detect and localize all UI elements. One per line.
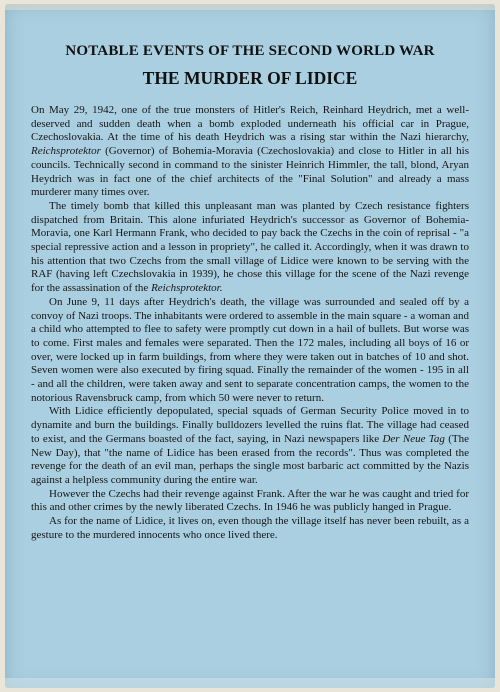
paragraph-1-text-a: On May 29, 1942, one of the true monsters of Hitler's Reich, Reinhard Heydrich, met a well-deserved and sudden death when a bomb exploded underneath his official car in Prague, Czechoslovakia. At the time of his death Heydrich was a rising star within the Nazi hierarchy, <box>31 104 469 144</box>
paragraph-4-text-a: With Lidice efficiently depopulated, special squads of German Security Police moved in to dynamite and burn the buildings. Finally bulldozers levelled the ruins flat. The village had ceased to exist, and the Germans boasted of the fact, saying, in Nazi newspapers like <box>31 405 469 445</box>
paragraph-2-italic: Reichsprotektor. <box>151 282 223 295</box>
article-body <box>31 104 469 543</box>
paragraph-2-text-a: The timely bomb that killed this unpleasant man was planted by Czech resistance fighters dispatched from Britain. This alone infuriated Heydrich's successor as Governor of Bohemia-Moravia, one Karl Hermann Frank, who decided to pay back the Czechs in the coin of reprisal - "a special repressive action and a lesson in propriety", he called it. Accordingly, when it was drawn to his attention that two Czechs from the small village of Lidice were known to be serving with the RAF (having left Czechslovakia in 1939), he chose this village for the scene of the Nazi revenge for the assassination of the <box>31 199 469 295</box>
paragraph-4 <box>31 405 469 487</box>
paragraph-1-italic: Reichsprotektor <box>31 145 101 158</box>
paragraph-1-text-b: (Governor) of Bohemia-Moravia (Czechoslovakia) and close to Hitler in all his councils. Technically second in command to the sinister Heinrich Himmler, the tall, blond, Aryan Heydrich was in fact one of the chief architects of the "Final Solution" and already a mass murderer many times over. <box>31 145 469 199</box>
paragraph-6-text-a: As for the name of Lidice, it lives on, even though the village itself has never been rebuilt, as a gesture to the murdered innocents who once lived there. <box>31 515 469 541</box>
paragraph-6 <box>31 515 469 542</box>
paragraph-5 <box>31 488 469 515</box>
paragraph-4-text-b: (The New Day), that "the name of Lidice has been erased from the records". Thus was completed the revenge for the death of an evil man, perhaps the single most barbaric act committed by the Nazis against a helpless community during the entire war. <box>31 432 469 486</box>
paragraph-2 <box>31 200 469 296</box>
paragraph-1 <box>31 104 469 200</box>
paragraph-3 <box>31 296 469 406</box>
page-wear-top <box>5 4 495 10</box>
article-title: THE MURDER OF LIDICE <box>142 68 358 88</box>
page-card <box>5 4 495 688</box>
paragraph-4-italic: Der Neue Tag <box>382 432 445 445</box>
page-wear-bottom <box>5 678 495 688</box>
series-title: NOTABLE EVENTS OF THE SECOND WORLD WAR <box>65 43 435 59</box>
paragraph-3-text-a: On June 9, 11 days after Heydrich's death, the village was surrounded and sealed off by a convoy of Nazi troops. The inhabitants were ordered to assemble in the main square - a woman and a child who attempted to flee to safety were promptly cut down in a hail of bullets. But worse was to come. First males and females were separated. Then the 172 males, including all boys of 16 or over, were locked up in farm buildings, from where they were taken out in batches of 10 and shot. Seven women were also executed by firing squad. Finally the remainder of the women - 195 in all - and all the children, were taken away and sent to separate concentration camps, the women to the notorious Ravensbruck camp, from which 50 were never to return. <box>31 295 469 404</box>
paragraph-5-text-a: However the Czechs had their revenge against Frank. After the war he was caught and tried for this and other crimes by the newly liberated Czechs. In 1946 he was publicly hanged in Prague. <box>31 487 469 514</box>
header <box>5 42 495 88</box>
